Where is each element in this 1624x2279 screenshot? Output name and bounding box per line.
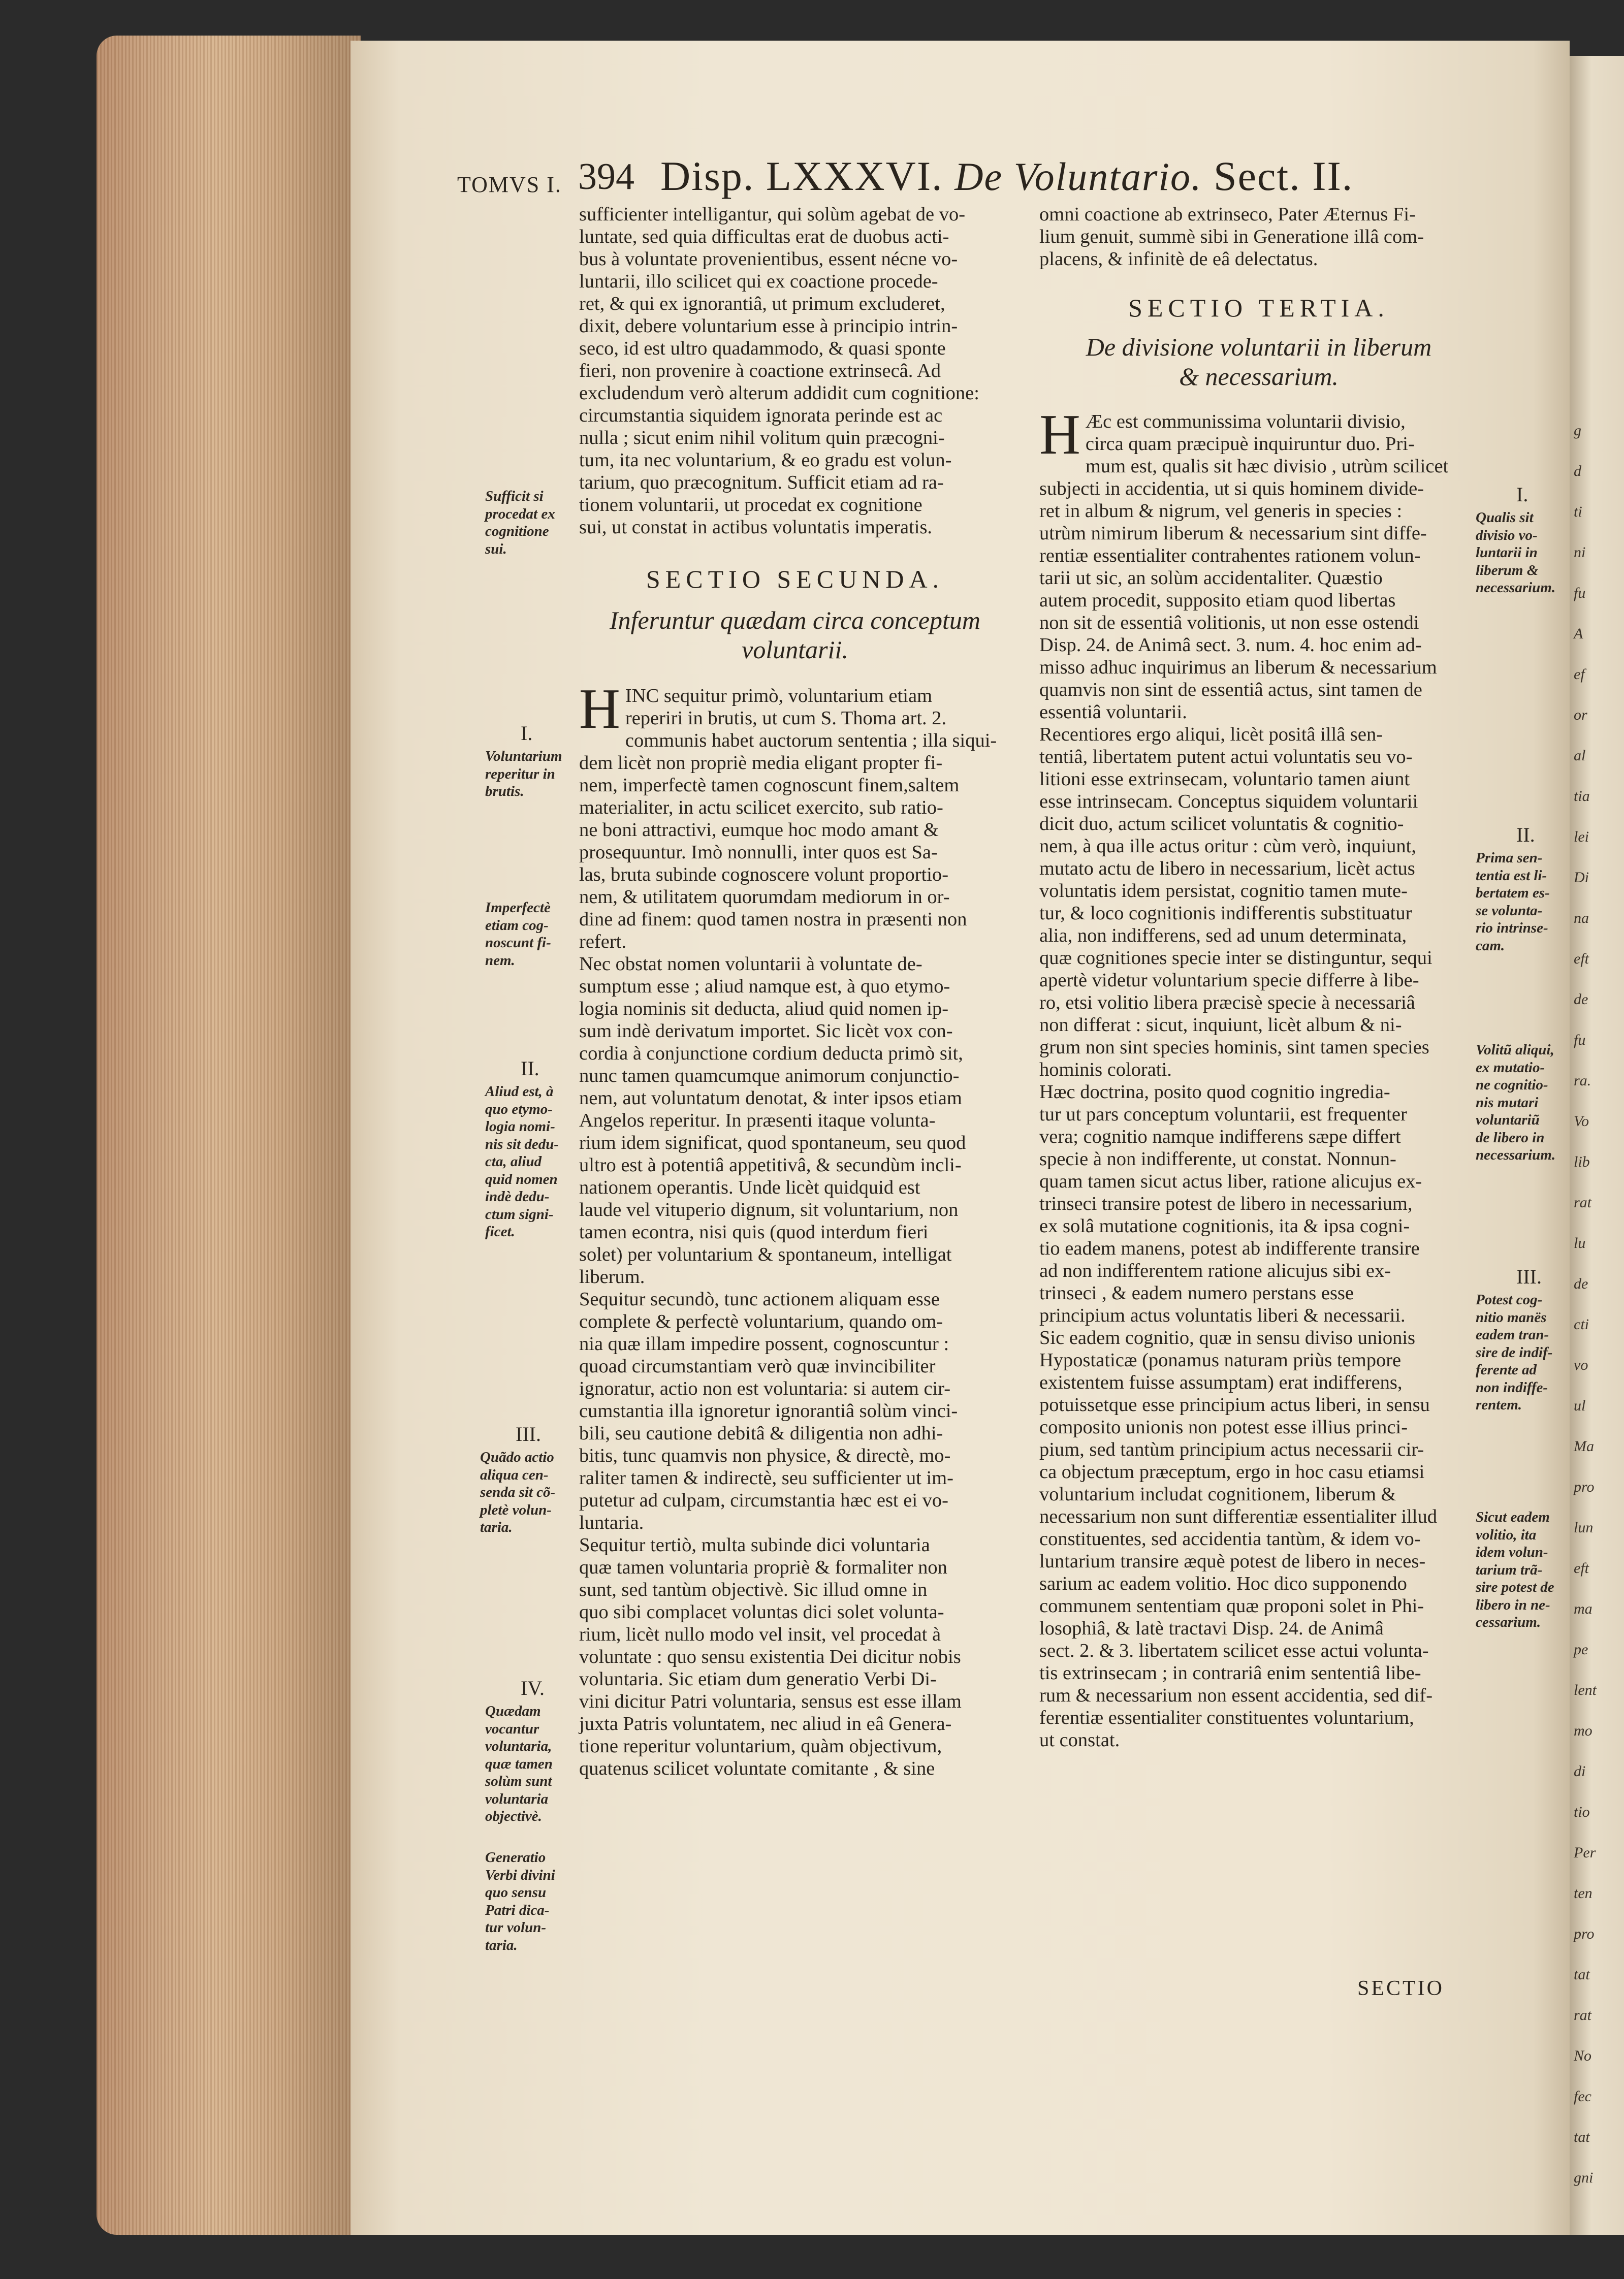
- facing-page-fragment: na: [1574, 910, 1589, 926]
- text-line: quam tamen sicut actus liber, ratione alicujus ex-: [1039, 1171, 1422, 1192]
- text-line: alia, non indifferens, sed ad unum determinata,: [1039, 925, 1407, 946]
- facing-page-fragment: al: [1574, 747, 1586, 764]
- text-line: mum est, qualis sit hæc divisio , utrùm scilicet: [1085, 456, 1449, 477]
- facing-page-fragment: lent: [1574, 1682, 1597, 1698]
- text-line: communis habet auctorum sententia ; illa siqui-: [625, 730, 997, 751]
- facing-page-fragment: tia: [1574, 788, 1590, 805]
- margin-note-line: reperitur in: [485, 765, 555, 782]
- text-line: lium genuit, summè sibi in Generatione illâ com-: [1039, 226, 1424, 247]
- running-subject: De Voluntario.: [954, 154, 1202, 199]
- facing-page-fragment: di: [1574, 1763, 1586, 1780]
- facing-page-fragment: lun: [1574, 1519, 1594, 1536]
- disputation-label: Disp. LXXXVI.: [660, 153, 943, 199]
- margin-note-line: indè dedu-: [485, 1189, 550, 1205]
- facing-page-fragment: ra.: [1574, 1072, 1591, 1089]
- facing-page-fragment: ni: [1574, 544, 1586, 561]
- text-line: ferentiæ essentialiter constituentes voluntarium,: [1039, 1707, 1414, 1728]
- margin-note-line: tarium trã-: [1476, 1561, 1543, 1578]
- text-line: non differat : sicut, inquiunt, licèt album & ni-: [1039, 1014, 1402, 1036]
- text-line: composito unionis non potest esse illius princi-: [1039, 1417, 1408, 1438]
- text-line: nia quæ illam impedire possent, cognoscuntur :: [579, 1333, 949, 1355]
- text-line: hominis colorati.: [1039, 1059, 1172, 1080]
- facing-page-fragment: or: [1574, 707, 1587, 723]
- left-margin-note: [485, 899, 551, 969]
- facing-page-fragment: A: [1574, 625, 1583, 642]
- left-margin-note: [485, 748, 562, 800]
- margin-note-line: cta, aliud: [485, 1153, 542, 1170]
- text-line: tis extrinsecam ; in contrariâ enim sententiâ libe-: [1039, 1662, 1421, 1684]
- margin-note-line: ctum signi-: [485, 1206, 554, 1223]
- text-line: subjecti in accidentia, ut si quis hominem divide-: [1039, 478, 1424, 499]
- margin-note-line: taria.: [480, 1519, 513, 1535]
- text-line: dine ad finem: quod tamen nostra in præsenti non: [579, 909, 967, 930]
- text-line: nem, à qua ille actus oritur : cùm verò, inquiunt,: [1039, 836, 1417, 857]
- facing-page-fragment: fu: [1574, 585, 1586, 601]
- margin-note-line: idem volun-: [1476, 1544, 1548, 1560]
- margin-note-line: volitio, ita: [1476, 1526, 1537, 1543]
- facing-page-fragment: gni: [1574, 2169, 1594, 2186]
- text-line: cordia à conjunctione cordium deducta primò sit,: [579, 1043, 963, 1064]
- facing-page-fragment: No: [1574, 2047, 1592, 2064]
- text-line: sarium ac eadem volitio. Hoc dico supponendo: [1039, 1573, 1407, 1594]
- margin-note-line: rentem.: [1476, 1397, 1522, 1413]
- facing-page-fragment: fu: [1574, 1032, 1586, 1048]
- text-line: trinseci transire potest de libero in necessarium,: [1039, 1193, 1413, 1214]
- text-line: voluntarium includat cognitionem, liberum &: [1039, 1484, 1396, 1505]
- section-subtitle-secunda-line2: voluntarii.: [742, 635, 848, 664]
- text-line: Recentiores ergo aliqui, licèt positâ illâ sen-: [1039, 724, 1383, 745]
- facing-page-fragment: Vo: [1574, 1113, 1589, 1130]
- margin-note-line: pletè volun-: [480, 1501, 552, 1518]
- text-line: quoad circumstantiam verò quæ invincibiliter: [579, 1356, 936, 1377]
- text-line: reperiri in brutis, ut cum S. Thoma art. 2.: [625, 708, 947, 729]
- left-margin-note: [480, 1449, 555, 1536]
- text-line: ad non indifferentem ratione alicujus sibi ex-: [1039, 1260, 1391, 1281]
- margin-note-line: voluntariũ: [1476, 1112, 1540, 1128]
- text-line: litioni esse extrinsecam, voluntario tamen aiunt: [1039, 768, 1410, 790]
- margin-note-line: Quãdo actio: [480, 1449, 554, 1465]
- margin-note-line: nis sit dedu-: [485, 1136, 559, 1152]
- margin-note-line: sire potest de: [1476, 1579, 1554, 1595]
- text-line: quo sibi complacet voluntas dici solet volunta-: [579, 1601, 944, 1623]
- facing-page-fragment: pro: [1574, 1479, 1595, 1495]
- text-line: constituentes, sed accidentia tantùm, & idem vo-: [1039, 1528, 1421, 1550]
- margin-note-line: nem.: [485, 952, 515, 969]
- margin-note-line: cessarium.: [1476, 1614, 1541, 1630]
- left-column-opening-text: [579, 203, 1011, 538]
- text-line: grum non sint species hominis, sint tamen species: [1039, 1037, 1429, 1058]
- text-line: Disp. 24. de Animâ sect. 3. num. 4. hoc enim ad-: [1039, 634, 1422, 656]
- text-line: putetur ad culpam, circumstantia hæc est ei vo-: [579, 1490, 948, 1511]
- text-line: losophiâ, & latè tractavi Disp. 24. de Animâ: [1039, 1618, 1384, 1639]
- text-line: rium, licèt nullo modo vel insit, vel procedat à: [579, 1624, 941, 1645]
- margin-note-line: Patri dica-: [485, 1902, 550, 1918]
- text-line: dem licèt non propriè media eligant propter fi-: [579, 752, 943, 774]
- text-line: specie à non indifferente, ut constat. Nonnun-: [1039, 1148, 1396, 1170]
- text-line: prosequuntur. Imò nonnulli, inter quos est Sa-: [579, 842, 938, 863]
- facing-page-fragment: de: [1574, 1275, 1588, 1292]
- margin-note-line: rio intrinse-: [1476, 920, 1548, 936]
- text-line: ca objectum præceptum, ergo in hoc casu etiamsi: [1039, 1461, 1425, 1483]
- text-line: essentiâ voluntarii.: [1039, 701, 1187, 723]
- text-line: voluntatis idem persistat, cognitio tamen mute-: [1039, 880, 1408, 902]
- text-line: tentiâ, libertatem putent actui voluntatis seu vo-: [1039, 746, 1413, 767]
- text-line: autem procedit, supposito etiam quod libertas: [1039, 590, 1396, 611]
- text-line: circumstantia siquidem ignorata perinde est ac: [579, 405, 943, 426]
- text-line: solet) per voluntarium & spontaneum, intelligat: [579, 1244, 952, 1265]
- text-line: sufficienter intelligantur, qui solùm agebat de vo-: [579, 204, 966, 225]
- text-line: tarii ut sic, an solùm accidentaliter. Quæstio: [1039, 567, 1383, 589]
- text-line: ret in album & nigrum, vel generis in species :: [1039, 500, 1403, 522]
- text-line: laude vel vituperio dignum, sit voluntarium, non: [579, 1199, 959, 1221]
- text-line: ignoratur, actio non est voluntaria: si autem cir-: [579, 1378, 951, 1399]
- text-line: esse intrinsecam. Conceptus siquidem voluntarii: [1039, 791, 1418, 812]
- text-line: Angelos reperitur. In præsenti itaque volunta-: [579, 1110, 936, 1131]
- text-line: Sequitur tertiò, multa subinde dici voluntaria: [579, 1534, 930, 1556]
- text-line: sum indè derivatum importet. Sic licèt vox con-: [579, 1020, 953, 1042]
- facing-page-edge: [1570, 56, 1624, 2235]
- facing-page-fragment: tat: [1574, 2129, 1590, 2145]
- margin-note-line: Quædam: [485, 1703, 541, 1719]
- right-margin-note-number: I.: [1516, 483, 1529, 506]
- facing-page-fragment: ten: [1574, 1885, 1593, 1902]
- margin-note-line: non indiffe-: [1476, 1379, 1548, 1396]
- text-line: luntate, sed quia difficultas erat de duobus acti-: [579, 226, 949, 247]
- section-title-secunda: SECTIO SECUNDA.: [646, 565, 944, 593]
- dropcap-initial: H: [579, 678, 620, 741]
- margin-note-line: objectivè.: [485, 1808, 542, 1824]
- margin-note-line: tentia est li-: [1476, 867, 1547, 884]
- facing-page-fragment: lu: [1574, 1235, 1586, 1251]
- margin-note-line: senda sit cõ-: [480, 1484, 556, 1500]
- facing-page-fragment: tio: [1574, 1804, 1590, 1820]
- text-line: INC sequitur primò, voluntarium etiam: [625, 685, 933, 707]
- text-line: seco, id est ultro quadammodo, & quasi sponte: [579, 338, 946, 359]
- facing-page-fragment: mo: [1574, 1722, 1593, 1739]
- right-text-column: [1039, 203, 1478, 1751]
- margin-note-line: luntarii in: [1476, 544, 1538, 561]
- facing-page-fragment: ma: [1574, 1600, 1593, 1617]
- facing-page-fragment: vo: [1574, 1357, 1588, 1373]
- text-line: sect. 2. & 3. libertatem scilicet esse actui volunta-: [1039, 1640, 1429, 1661]
- margin-note-line: necessarium.: [1476, 1147, 1556, 1163]
- text-line: ultro est à potentiâ appetitivâ, & secundùm incli-: [579, 1154, 962, 1176]
- left-margin-note: [485, 1083, 559, 1241]
- text-line: nem, & utilitatem quorumdam mediorum in or-: [579, 886, 950, 908]
- text-line: sumptum esse ; aliud namque est, à quo etymo-: [579, 976, 950, 997]
- section-label: Sect. II.: [1214, 153, 1354, 199]
- margin-note-line: Voluntarium: [485, 748, 562, 764]
- text-line: ex solâ mutatione cognitionis, ita & ipsa cogni-: [1039, 1215, 1410, 1237]
- facing-page-fragment: eft: [1574, 1560, 1589, 1577]
- facing-page-fragment: Ma: [1574, 1438, 1594, 1455]
- text-line: nulla ; sicut enim nihil volitum quin præcogni-: [579, 427, 945, 448]
- margin-note-line: quæ tamen: [485, 1755, 553, 1772]
- margin-note-line: ficet.: [485, 1224, 515, 1240]
- margin-note-line: cognitione: [485, 523, 549, 539]
- section-subtitle-tertia-line2: & necessarium.: [1179, 362, 1339, 391]
- text-line: tarium, quo præcognitum. Sufficit etiam ad ra-: [579, 472, 944, 493]
- dropcap-initial: H: [1039, 403, 1080, 466]
- text-line: quamvis non sint de essentiâ actus, sint tamen de: [1039, 679, 1422, 700]
- margin-note-line: procedat ex: [485, 505, 555, 522]
- facing-page-fragment: ti: [1574, 503, 1582, 520]
- text-line: circa quam præcipuè inquiruntur duo. Pri-: [1085, 433, 1415, 455]
- left-margin-note-number: II.: [521, 1057, 539, 1080]
- text-line: vera; cognitio namque indifferens sæpe differt: [1039, 1126, 1401, 1147]
- margin-note-line: aliqua cen-: [480, 1466, 549, 1483]
- margin-note-line: voluntaria,: [485, 1738, 552, 1754]
- facing-page-fragment: pro: [1574, 1925, 1595, 1942]
- text-line: pium, sed tantùm principium actus necessarii cir-: [1039, 1439, 1424, 1460]
- margin-note-line: liberum &: [1476, 562, 1539, 579]
- margin-note-line: libero in ne-: [1476, 1596, 1550, 1613]
- margin-note-line: voluntaria: [485, 1790, 549, 1807]
- book-fore-edge: [97, 36, 361, 2235]
- text-line: tur, & loco cognitionis indifferentis substituatur: [1039, 903, 1412, 924]
- facing-page-fragment: lib: [1574, 1153, 1590, 1170]
- text-line: communem sententiam quæ proponi solet in Phi-: [1039, 1595, 1424, 1617]
- text-line: complete & perfectè voluntarium, quando om-: [579, 1311, 943, 1332]
- text-line: utrùm nimirum liberum & necessarium sint diffe-: [1039, 523, 1427, 544]
- right-column-opening-text: [1039, 203, 1478, 270]
- text-line: tum, ita nec voluntarium, & eo gradu est volun-: [579, 450, 952, 471]
- margin-note-line: de libero in: [1476, 1129, 1545, 1146]
- facing-page-fragment: g: [1574, 422, 1581, 439]
- text-line: logia nominis sit deducta, aliud quid nomen ip-: [579, 998, 949, 1019]
- margin-note-line: ne cognitio-: [1476, 1077, 1548, 1093]
- margin-note-line: Prima sen-: [1476, 850, 1543, 866]
- margin-note-line: quid nomen: [485, 1171, 558, 1187]
- margin-note-line: Sicut eadem: [1476, 1509, 1550, 1525]
- text-line: placens, & infinitè de eâ delectatus.: [1039, 248, 1318, 270]
- margin-note-line: se volunta-: [1476, 902, 1543, 919]
- margin-note-line: Verbi divini: [485, 1867, 555, 1883]
- right-margin-note-number: III.: [1516, 1265, 1542, 1288]
- text-line: luntarium transire æquè potest de libero in neces-: [1039, 1551, 1426, 1572]
- text-line: tionem voluntarii, ut procedat ex cognitione: [579, 494, 922, 516]
- facing-page-fragment: lei: [1574, 828, 1589, 845]
- margin-note-line: taria.: [485, 1937, 518, 1953]
- text-line: bitis, tunc quamvis non physice, & directè, mo-: [579, 1445, 951, 1466]
- text-line: rium idem significat, quod spontaneum, seu quod: [579, 1132, 966, 1153]
- margin-note-line: necessarium.: [1476, 580, 1556, 596]
- right-column-body-text: [1039, 403, 1478, 1751]
- facing-page-fragment: de: [1574, 991, 1588, 1008]
- text-line: tione reperitur voluntarium, quàm objectivum,: [579, 1736, 942, 1757]
- left-text-column: [579, 203, 1011, 1780]
- right-margin-note: [1476, 1508, 1554, 1631]
- text-line: quæ tamen voluntaria propriè & formaliter non: [579, 1557, 947, 1578]
- facing-page-fragment: fec: [1574, 2088, 1591, 2105]
- page-number: 394: [578, 156, 634, 198]
- margin-note-line: Qualis sit: [1476, 509, 1534, 526]
- text-line: vini dicitur Patri voluntaria, sensus est esse illam: [579, 1691, 962, 1712]
- text-line: las, bruta subinde cognoscere volunt proportio-: [579, 864, 949, 885]
- text-line: bili, seu cautione debitâ & diligentia non adhi-: [579, 1423, 943, 1444]
- margin-note-line: divisio vo-: [1476, 527, 1538, 543]
- left-margin-note-number: IV.: [521, 1677, 545, 1699]
- facing-page-fragment: rat: [1574, 2007, 1592, 2024]
- left-margin-note: [485, 1849, 555, 1954]
- left-margin-note: [485, 1703, 553, 1825]
- margin-note-line: solùm sunt: [485, 1773, 552, 1789]
- facing-page-fragment: pe: [1574, 1641, 1588, 1658]
- text-line: nunc tamen quamcumque animorum conjunctio-: [579, 1065, 960, 1086]
- margin-note-line: etiam cog-: [485, 917, 549, 934]
- text-line: non sit de essentiâ volitionis, ut non esse ostendi: [1039, 612, 1419, 633]
- text-line: trinseci , & eadem numero perstans esse: [1039, 1282, 1354, 1304]
- text-line: misso adhuc inquirimus an liberum & necessarium: [1039, 657, 1437, 678]
- text-line: bus à voluntate provenientibus, essent nécne vo-: [579, 248, 958, 270]
- margin-note-line: vocantur: [485, 1720, 539, 1737]
- text-line: nem, aut voluntatum denotat, & inter ipsos etiam: [579, 1087, 962, 1109]
- margin-note-line: eadem tran-: [1476, 1327, 1549, 1343]
- text-line: nem, imperfectè tamen cognoscunt finem,saltem: [579, 775, 960, 796]
- text-line: liberum.: [579, 1266, 645, 1288]
- text-line: existentem fuisse assumptam) erat indifferens,: [1039, 1372, 1403, 1393]
- margin-note-line: nis mutari: [1476, 1094, 1539, 1111]
- left-margin-note-number: III.: [516, 1423, 541, 1446]
- section-subtitle-secunda-line1: Inferuntur quædam circa conceptum: [610, 606, 980, 634]
- catchword: SECTIO: [1357, 1977, 1444, 2000]
- text-line: sunt, sed tantùm objectivè. Sic illud omne in: [579, 1579, 928, 1600]
- text-line: tamen econtra, nisi quis (quod interdum fieri: [579, 1222, 929, 1243]
- facing-page-fragment: ef: [1574, 666, 1585, 683]
- left-column-body-text: [579, 678, 1011, 1780]
- text-line: Hypostaticæ (ponamus naturam priùs tempore: [1039, 1350, 1402, 1371]
- section-subtitle-tertia-line1: De divisione voluntarii in liberum: [1086, 333, 1432, 361]
- text-line: omni coactione ab extrinseco, Pater Æternus Fi-: [1039, 204, 1416, 225]
- text-line: quatenus scilicet voluntate comitante , & sine: [579, 1758, 935, 1779]
- text-line: voluntate : quo sensu existentia Dei dicitur nobis: [579, 1646, 961, 1667]
- right-margin-note-number: II.: [1516, 823, 1535, 846]
- margin-note-line: Sufficit si: [485, 488, 544, 504]
- text-line: rentiæ essentialiter contrahentes rationem volun-: [1039, 545, 1421, 566]
- text-line: fieri, non provenire à coactione extrinsecâ. Ad: [579, 360, 941, 381]
- margin-note-line: Imperfectè: [485, 900, 551, 916]
- margin-note-line: tur volun-: [485, 1919, 547, 1936]
- text-line: tur ut pars conceptum voluntarii, est frequenter: [1039, 1104, 1407, 1125]
- text-line: potuissetque esse principium actus liberi, in sensu: [1039, 1394, 1430, 1416]
- text-line: Æc est communissima voluntarii divisio,: [1085, 411, 1406, 432]
- left-margin-note-number: I.: [521, 722, 533, 745]
- text-line: raliter tamen & indirectè, seu sufficienter ut im-: [579, 1467, 953, 1489]
- text-line: ut constat.: [1039, 1729, 1120, 1751]
- text-line: necessarium non sunt differentiæ essentialiter illud: [1039, 1506, 1438, 1527]
- margin-note-line: nitio manës: [1476, 1309, 1547, 1326]
- text-line: ret, & qui ex ignorantiâ, ut primum excluderet,: [579, 293, 945, 314]
- volume-label: TOMVS I.: [457, 172, 562, 197]
- text-line: luntaria.: [579, 1512, 644, 1533]
- facing-page-fragment: eft: [1574, 950, 1589, 967]
- text-line: refert.: [579, 931, 626, 952]
- right-margin-note: [1476, 509, 1555, 597]
- text-line: quæ cognitiones specie inter se distinguntur, sequi: [1039, 947, 1432, 969]
- text-line: voluntaria. Sic etiam dum generatio Verbi Di-: [579, 1668, 937, 1690]
- margin-note-line: ferente ad: [1476, 1362, 1537, 1378]
- text-line: tio eadem manens, potest ab indifferente transire: [1039, 1238, 1420, 1259]
- text-line: juxta Patris voluntatem, nec aliud in eâ Genera-: [579, 1713, 952, 1735]
- text-line: luntarii, illo scilicet qui ex coactione procede-: [579, 271, 938, 292]
- margin-note-line: quo etymo-: [485, 1101, 553, 1117]
- text-line: apertè videtur voluntarium specie differre à libe-: [1039, 970, 1419, 991]
- text-line: materialiter, in actu scilicet exercito, sub ratio-: [579, 797, 943, 818]
- left-margin-note: [485, 488, 555, 558]
- margin-note-line: ex mutatio-: [1476, 1059, 1545, 1076]
- margin-note-line: sire de indif-: [1476, 1344, 1553, 1361]
- text-line: Sic eadem cognitio, quæ in sensu diviso unionis: [1039, 1327, 1416, 1349]
- margin-note-line: bertatem es-: [1476, 885, 1550, 901]
- margin-note-line: Volitũ aliqui,: [1476, 1042, 1554, 1058]
- text-line: dicit duo, actum scilicet voluntatis & cognitio-: [1039, 813, 1404, 834]
- text-line: nationem operantis. Unde licèt quidquid est: [579, 1177, 920, 1198]
- facing-page-fragment: ul: [1574, 1397, 1586, 1414]
- text-line: excludendum verò alterum addidit cum cognitione:: [579, 382, 979, 404]
- text-line: sui, ut constat in actibus voluntatis imperatis.: [579, 517, 933, 538]
- right-margin-note: [1476, 849, 1550, 954]
- margin-note-line: sui.: [485, 540, 507, 557]
- text-line: rum & necessarium non essent accidentia, sed dif-: [1039, 1685, 1433, 1706]
- text-line: Nec obstat nomen voluntarii à voluntate de-: [579, 953, 922, 975]
- margin-note-line: noscunt fi-: [485, 935, 551, 951]
- text-line: principium actus voluntatis liberi & necessarii.: [1039, 1305, 1406, 1326]
- facing-page-fragment: Di: [1574, 869, 1589, 886]
- right-margin-note: [1476, 1041, 1555, 1164]
- margin-note-line: logia nomi-: [485, 1118, 555, 1135]
- text-line: Sequitur secundò, tunc actionem aliquam esse: [579, 1289, 940, 1310]
- text-line: ne boni attractivi, eumque hoc modo amant &: [579, 819, 939, 841]
- facing-page-fragment: rat: [1574, 1194, 1592, 1211]
- facing-page-fragment: cti: [1574, 1316, 1589, 1333]
- text-line: ro, etsi volitio libera præcisè specie à necessariâ: [1039, 992, 1415, 1013]
- section-title-tertia: SECTIO TERTIA.: [1128, 294, 1389, 322]
- margin-note-line: cam.: [1476, 937, 1505, 954]
- text-line: mutato actu de libero in necessarium, licèt actus: [1039, 858, 1415, 879]
- margin-note-line: Aliud est, à: [485, 1083, 554, 1100]
- facing-page-fragment: Per: [1574, 1844, 1596, 1861]
- margin-note-line: brutis.: [485, 783, 524, 799]
- text-line: Hæc doctrina, posito quod cognitio ingredia-: [1039, 1081, 1390, 1103]
- running-title: [660, 152, 1353, 200]
- text-line: dixit, debere voluntarium esse à principio intrin-: [579, 315, 958, 337]
- margin-note-line: Potest cog-: [1476, 1292, 1543, 1308]
- facing-page-fragment: tat: [1574, 1966, 1590, 1983]
- right-margin-note: [1476, 1291, 1552, 1414]
- text-line: cumstantia illa ignoretur ignorantiâ solùm vinci-: [579, 1400, 958, 1422]
- margin-note-line: quo sensu: [485, 1884, 547, 1901]
- margin-note-line: Generatio: [485, 1849, 546, 1866]
- facing-page-fragment: d: [1574, 463, 1581, 479]
